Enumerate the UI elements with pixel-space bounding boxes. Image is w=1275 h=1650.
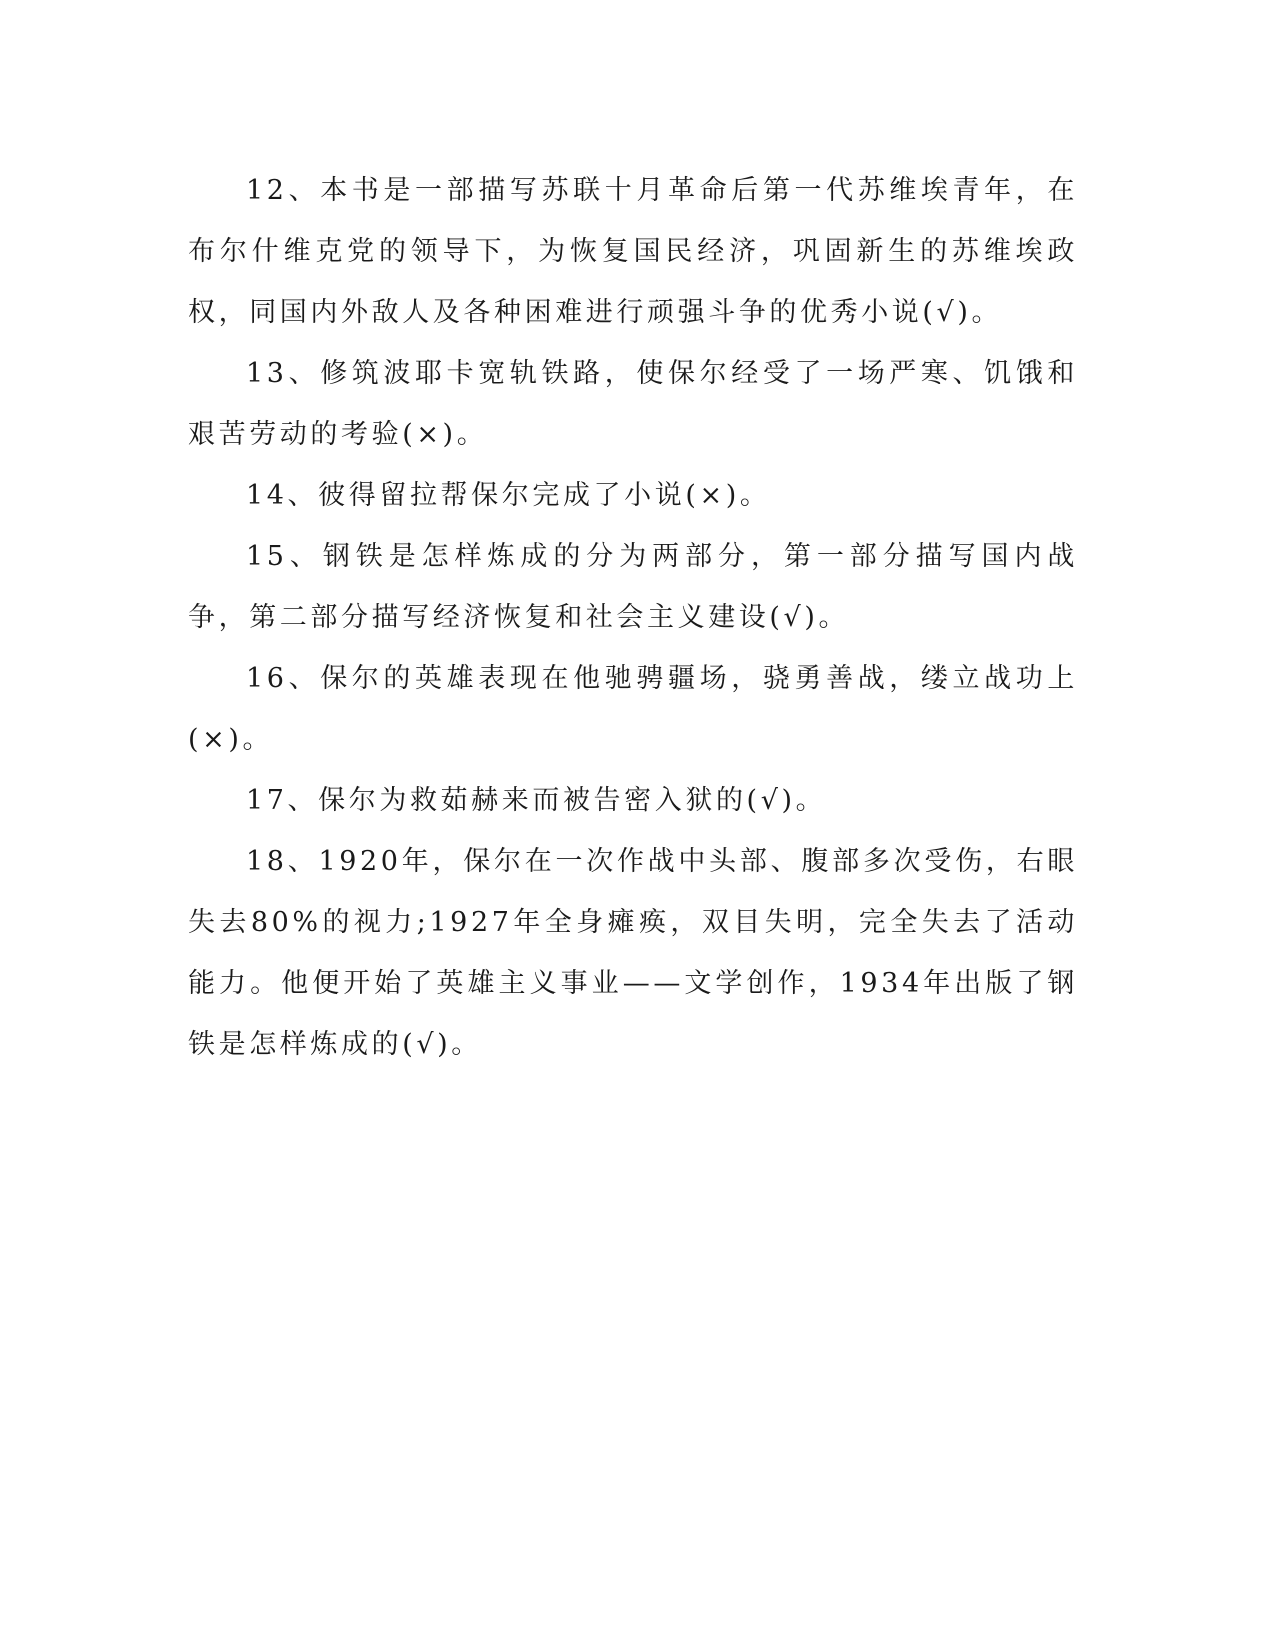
statement-15: 15、钢铁是怎样炼成的分为两部分，第一部分描写国内战争，第二部分描写经济恢复和社会主义建设(√)。	[188, 541, 1078, 633]
statement-12: 12、本书是一部描写苏联十月革命后第一代苏维埃青年，在布尔什维克党的领导下，为恢复国民经济，巩固新生的苏维埃政权，同国内外敌人及各种困难进行顽强斗争的优秀小说(√)。	[188, 175, 1078, 328]
statement-18: 18、1920年，保尔在一次作战中头部、腹部多次受伤，右眼失去80%的视力;1927年全身瘫痪，双目失明，完全失去了活动能力。他便开始了英雄主义事业——文学创作，1934年出版了钢铁是怎样炼成的(√)。	[188, 846, 1078, 1060]
statement-14: 14、彼得留拉帮保尔完成了小说(×)。	[246, 480, 771, 511]
statement-16: 16、保尔的英雄表现在他驰骋疆场，骁勇善战，缕立战功上(×)。	[188, 663, 1078, 755]
statement-17: 17、保尔为救茹赫来而被告密入狱的(√)。	[246, 785, 827, 816]
document-body	[188, 160, 1078, 1075]
statement-13: 13、修筑波耶卡宽轨铁路，使保尔经受了一场严寒、饥饿和艰苦劳动的考验(×)。	[188, 358, 1078, 450]
